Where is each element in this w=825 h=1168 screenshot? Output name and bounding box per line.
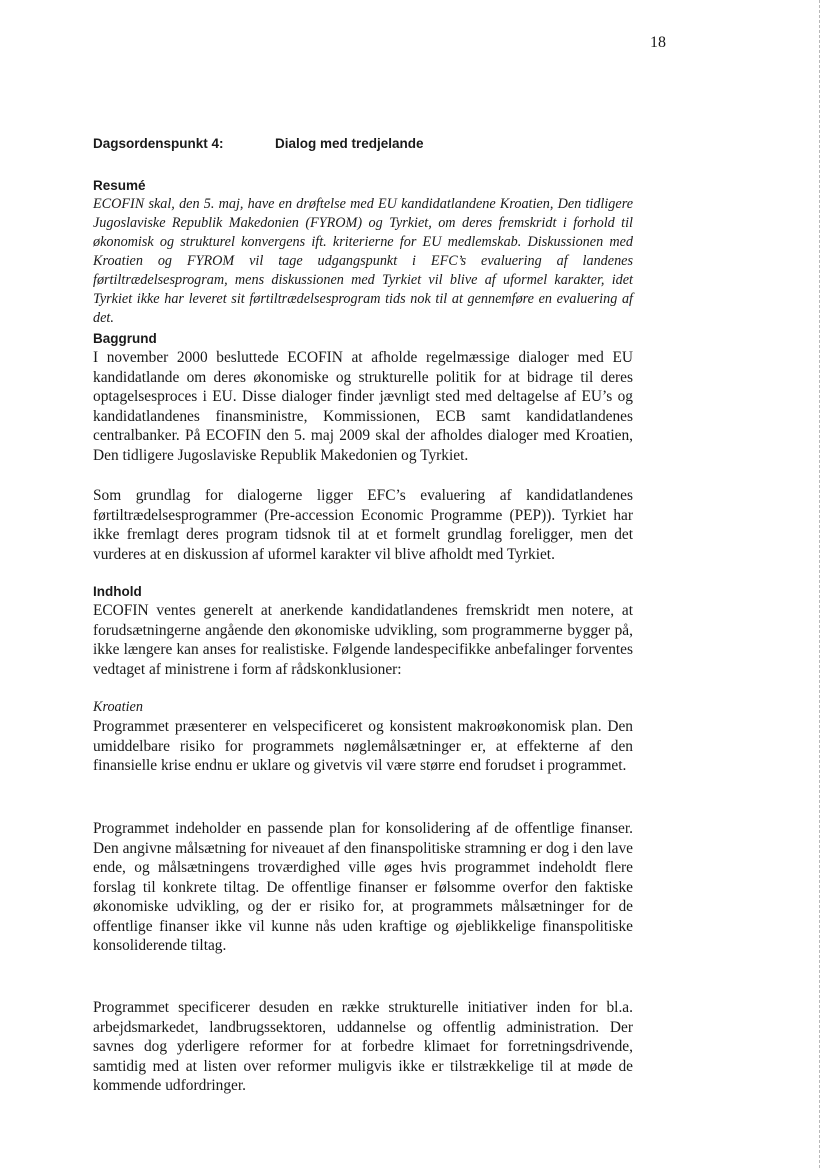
kroatien-paragraph-2-block	[93, 819, 633, 956]
kroatien-paragraph-2: Programmet indeholder en passende plan for konsolidering af de offentlige finanser. Den angivne målsætning for niveauet af den finanspolitiske stramning er dog i den lave ende, og målsætningens troværdighed ville øges hvis programmet indeholdt flere forslag til konkrete tiltag. De offentlige finanser er følsomme overfor den faktiske økonomiske udvikling, og der er risiko for, at programmets målsætninger for de offentlige finanser ikke vil kunne nås uden kraftige og øjeblikkelige finanspolitiske konsoliderende tiltag.	[93, 820, 633, 954]
kroatien-subheading: Kroatien	[93, 699, 143, 715]
resume-text: ECOFIN skal, den 5. maj, have en drøftelse med EU kandidatlandene Kroatien, Den tidligere Jugoslaviske Republik Makedonien (FYROM) og Tyrkiet, om deres fremskridt i forhold til økonomisk og strukturel konvergens ift. kriterierne for EU medlemskab. Diskussionen med Kroatien og FYROM vil tage udgangspunkt i EFC’s evaluering af landenes førtiltrædelsesprogram, mens diskussionen med Tyrkiet vil blive af uformel karakter, idet Tyrkiet ikke har leveret sit førtiltrædelsesprogram tids nok til at gennemføre en evaluering af det.	[93, 196, 633, 326]
page-number: 18	[650, 34, 666, 51]
indhold-section	[93, 583, 633, 679]
agenda-title: Dialog med tredjelande	[275, 136, 424, 151]
indhold-heading: Indhold	[93, 584, 142, 599]
kroatien-paragraph-3-block	[93, 998, 633, 1096]
kroatien-section	[93, 698, 633, 776]
agenda-item	[93, 136, 633, 151]
page-edge-line	[819, 0, 820, 1168]
indhold-paragraph-1: ECOFIN ventes generelt at anerkende kandidatlandenes fremskridt men notere, at forudsætningerne angående den økonomiske udvikling, som programmerne bygger på, ikke længere kan anses for realistiske. Følgende landespecifikke anbefalinger forventes vedtaget af ministrene i form af rådskonklusioner:	[93, 602, 633, 678]
agenda-label: Dagsordenspunkt 4:	[93, 136, 224, 151]
baggrund-section	[93, 330, 633, 564]
resume-section	[93, 177, 633, 328]
baggrund-heading: Baggrund	[93, 331, 157, 346]
baggrund-paragraph-2: Som grundlag for dialogerne ligger EFC’s evaluering af kandidatlandenes førtiltrædelsesprogrammer (Pre-accession Economic Programme (PEP)). Tyrkiet har ikke fremlagt deres program tidsnok til at et formelt grundlag foreligger, men det vurderes at en diskussion af uformel karakter vil blive afholdt med Tyrkiet.	[93, 487, 633, 563]
resume-heading: Resumé	[93, 178, 146, 193]
kroatien-paragraph-3: Programmet specificerer desuden en række strukturelle initiativer inden for bl.a. arbejdsmarkedet, landbrugssektoren, uddannelse og offentlig administration. Der savnes dog yderligere reformer for at forbedre klimaet for forretningsdrivende, samtidig med at listen over reformer muligvis ikke er tilstrækkelige til at møde de kommende udfordringer.	[93, 999, 633, 1094]
kroatien-paragraph-1: Programmet præsenterer en velspecificeret og konsistent makroøkonomisk plan. Den umiddelbare risiko for programmets nøglemålsætninger er, at effekterne af den finansielle krise endnu er uklare og givetvis vil være større end forudset i programmet.	[93, 718, 633, 774]
baggrund-paragraph-1: I november 2000 besluttede ECOFIN at afholde regelmæssige dialoger med EU kandidatlande om deres økonomiske og strukturelle politik for at bidrage til deres optagelsesproces i EU. Disse dialoger finder jævnligt sted med deltagelse af EU’s og kandidatlandenes finansministre, Kommissionen, ECB samt kandidatlandenes centralbanker. På ECOFIN den 5. maj 2009 skal der afholdes dialoger med Kroatien, Den tidligere Jugoslaviske Republik Makedonien og Tyrkiet.	[93, 349, 633, 464]
